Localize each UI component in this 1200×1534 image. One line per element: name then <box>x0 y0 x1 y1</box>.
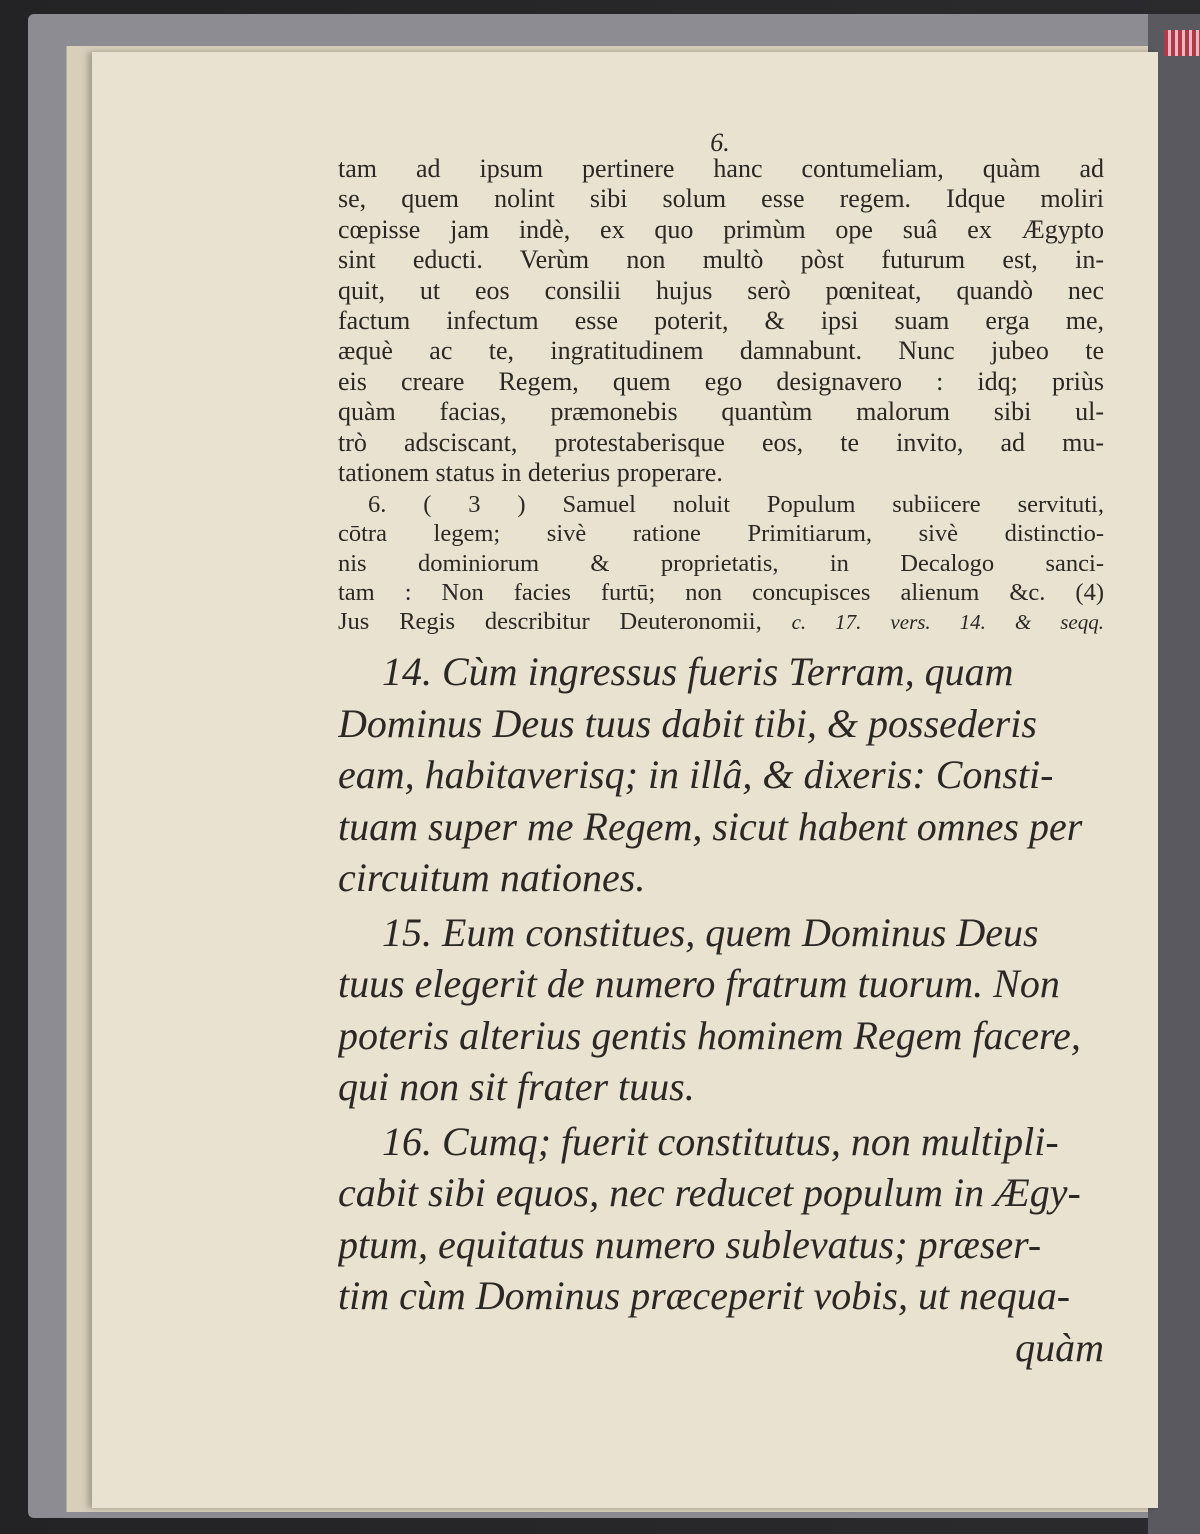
verse-line: tuam super me Regem, sicut habent omnes per <box>338 803 1083 849</box>
prose-line: sint educti. Verùm non multò pòst futurum est, in- <box>338 245 1104 275</box>
verse-15 <box>338 907 1104 1113</box>
scripture-reference: c. 17. vers. 14. & seqq. <box>791 610 1104 635</box>
catchword: quàm <box>1015 1324 1104 1370</box>
verse-line: tim cùm Dominus præceperit vobis, ut nequa- <box>338 1273 1071 1319</box>
prose-line: trò adsciscant, protestaberisque eos, te invito, ad mu- <box>338 427 1104 457</box>
verse-14 <box>338 646 1104 904</box>
verse-line: tuus elegerit de numero fratrum tuorum. Non <box>338 961 1060 1007</box>
verse-line: eam, habitaverisq; in illâ, & dixeris: Consti- <box>338 752 1054 798</box>
prose-line: se, quem nolint sibi solum esse regem. Idque moliri <box>338 184 1104 214</box>
verse-line: poteris alterius gentis hominem Regem facere, <box>338 1012 1081 1058</box>
prose-paragraph <box>338 154 1104 488</box>
verse-line: 15. Eum constitues, quem Dominus Deus <box>382 909 1039 955</box>
verse-line: qui non sit frater tuus. <box>338 1064 695 1110</box>
page-number: 6. <box>710 128 730 157</box>
prose-line: quàm facias, præmonebis quantùm malorum sibi ul- <box>338 397 1104 427</box>
verse-line: Dominus Deus tuus dabit tibi, & possederis <box>338 700 1037 746</box>
prose-line: tationem status in deterius properare. <box>338 457 723 487</box>
spine-headband <box>1164 30 1200 56</box>
verse-line: circuitum nationes. <box>338 855 646 901</box>
commentary-note <box>338 490 1104 636</box>
prose-line: cœpisse jam indè, ex quo primùm ope suâ ex Ægypto <box>338 214 1104 244</box>
prose-line: æquè ac te, ingratitudinem damnabunt. Nunc jubeo te <box>338 336 1104 366</box>
prose-line: eis creare Regem, quem ego designavero : idq; priùs <box>338 366 1104 396</box>
note-line: 6. ( 3 ) Samuel noluit Populum subiicere servituti, <box>368 491 1104 519</box>
prose-line: tam ad ipsum pertinere hanc contumeliam, quàm ad <box>338 154 1104 183</box>
verse-line: cabit sibi equos, nec reducet populum in Ægy- <box>338 1170 1081 1216</box>
note-last-text: Jus Regis describitur Deuteronomii, <box>338 608 762 636</box>
verse-line: ptum, equitatus numero sublevatus; præser- <box>338 1221 1042 1267</box>
verse-line: 16. Cumq; fuerit constitutus, non multipli- <box>382 1118 1059 1164</box>
verse-16 <box>338 1116 1104 1374</box>
verse-line: 14. Cùm ingressus fueris Terram, quam <box>382 649 1014 695</box>
page-text <box>338 154 1104 1373</box>
prose-line: quit, ut eos consilii hujus serò pœniteat, quandò nec <box>338 275 1104 305</box>
note-line: cōtra legem; sivè ratione Primitiarum, sivè distinctio- <box>338 520 1104 548</box>
note-line: nis dominiorum & proprietatis, in Decalogo sanci- <box>338 549 1104 577</box>
note-line <box>338 607 1104 636</box>
prose-line: factum infectum esse poterit, & ipsi suam erga me, <box>338 305 1104 335</box>
note-line: tam : Non facies furtū; non concupisces alienum &c. (4) <box>338 578 1104 606</box>
